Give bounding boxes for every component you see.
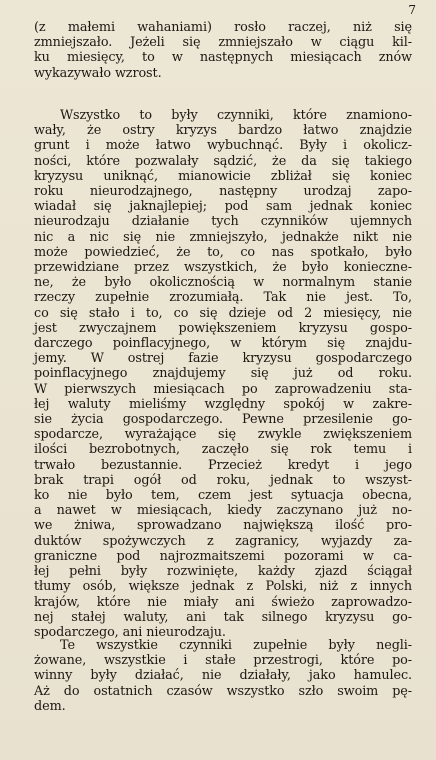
text-line: ko nie było tem, czem jest sytuacja obecna,	[34, 488, 412, 504]
paragraph-3	[34, 638, 412, 714]
text-line: duktów spożywczych z zagranicy, wyjazdy za-	[34, 533, 412, 549]
text-line: przewidziane przez wszystkich, że było konieczne-	[34, 260, 412, 276]
text-line: ilości bezrobotnych, zaczęło się rok temu i	[34, 442, 412, 458]
text-line: krajów, które nie miały ani świeżo zaprowadzo-	[34, 594, 412, 610]
text-line: grunt i może łatwo wybuchnąć. Były i okolicz-	[34, 138, 412, 154]
text-line: ku miesięcy, to w następnych miesiącach znów	[34, 50, 412, 66]
text-line: roku nieurodzajnego, następny urodzaj zapo-	[34, 184, 412, 200]
text-line: W pierwszych miesiącach po zaprowadzeniu sta-	[34, 381, 412, 397]
text-line: spodarcze, wyrażające się zwykle zwiększeniem	[34, 427, 412, 443]
text-line: darczego poinflacyjnego, w którym się znajdu-	[34, 336, 412, 352]
text-line: zmniejszało. Jeżeli się zmniejszało w ciągu kil-	[34, 35, 412, 51]
text-line: wykazywało wzrost.	[34, 65, 162, 81]
text-line: poinflacyjnego znajdujemy się już od roku.	[34, 366, 412, 382]
text-line: trwało bezustannie. Przecież kredyt i jego	[34, 457, 412, 473]
paragraph-1	[34, 20, 412, 81]
text-line: ne, że było okolicznością w normalnym stanie	[34, 275, 412, 291]
text-line: rzeczy zupełnie zrozumiałą. Tak nie jest. To,	[34, 290, 412, 306]
text-line: co się stało i to, co się dzieje od 2 miesięcy, nie	[34, 305, 412, 321]
text-line: we żniwa, sprowadzano największą ilość pro-	[34, 518, 412, 534]
text-line: może powiedzieć, że to, co nas spotkało, było	[34, 244, 412, 260]
text-line: brak trapi ogół od roku, jednak to wszyst-	[34, 472, 412, 488]
text-line: spodarczego, ani nieurodzaju.	[34, 624, 226, 640]
text-line: jemy. W ostrej fazie kryzysu gospodarczego	[34, 351, 412, 367]
text-line: a nawet w miesiącach, kiedy zaczynano już no-	[34, 503, 412, 519]
text-line: wały, że ostry kryzys bardzo łatwo znajdzie	[34, 123, 412, 139]
text-line: (z małemi wahaniami) rosło raczej, niż się	[34, 20, 412, 35]
text-line: jest zwyczajnem powiększeniem kryzysu gospo-	[34, 320, 412, 336]
text-line: nieurodzaju działanie tych czynników ujemnych	[34, 214, 412, 230]
text-line: Wszystko to były czynniki, które znamiono-	[60, 108, 412, 123]
text-line: łej waluty mieliśmy względny spokój w zakre-	[34, 396, 412, 412]
text-line: żowane, wszystkie i stałe przestrogi, które po-	[34, 653, 412, 669]
text-line: nej stałej waluty, ani tak silnego kryzysu go-	[34, 609, 412, 625]
text-line: Te wszystkie czynniki zupełnie były negli-	[60, 638, 412, 653]
text-line: graniczne pod najrozmaitszemi pozorami w ca-	[34, 548, 412, 564]
page-number: 7	[408, 3, 416, 17]
text-line: kryzysu uniknąć, mianowicie zbliżał się koniec	[34, 168, 412, 184]
text-line: tłumy osób, większe jednak z Polski, niż z innych	[34, 579, 412, 595]
text-line: ności, które pozwalały sądzić, że da się takiego	[34, 153, 412, 169]
paragraph-2	[34, 108, 412, 640]
text-line: winny były działać, nie działały, jako hamulec.	[34, 668, 412, 684]
text-line: dem.	[34, 698, 66, 714]
text-line: sie życia gospodarczego. Pewne przesilenie go-	[34, 412, 412, 428]
text-line: łej pełni były rozwinięte, każdy zjazd ściągał	[34, 564, 412, 580]
text-line: wiadał się jaknajlepiej; pod sam jednak koniec	[34, 199, 412, 215]
text-line: Aż do ostatnich czasów wszystko szło swoim pę-	[34, 683, 412, 699]
text-line: nic a nic się nie zmniejszyło, jednakże nikt nie	[34, 229, 412, 245]
